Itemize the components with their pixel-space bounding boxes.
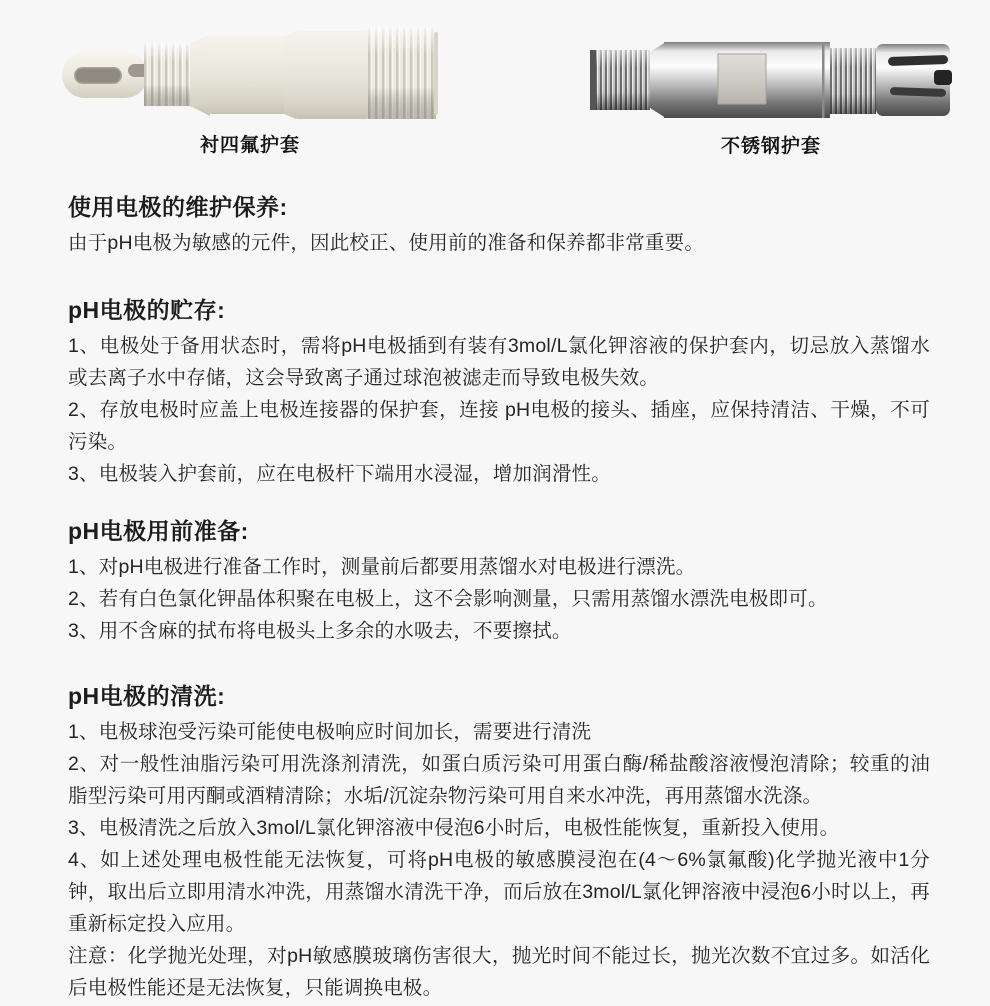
- cleaning-item-3: 3、电极清洗之后放入3mol/L氯化钾溶液中侵泡6小时后，电极性能恢复，重新投入使用。: [68, 817, 840, 839]
- storage-item-1: 1、电极处于备用状态时，需将pH电极插到有装有3mol/L氯化钾溶液的保护套内，切忌放入蒸馏水或去离子水中存储，这会导致离子通过球泡被滤走而导致电极失效。: [68, 335, 930, 389]
- steel-sleeve-caption: 不锈钢护套: [720, 136, 821, 157]
- document-body: [68, 192, 930, 1004]
- section-title-cleaning: pH电极的清洗:: [68, 683, 226, 709]
- section-title-preparation: pH电极用前准备:: [68, 518, 249, 544]
- preparation-item-3: 3、用不含麻的拭布将电极头上多余的水吸去，不要擦拭。: [68, 620, 572, 642]
- storage-item-3: 3、电极装入护套前，应在电极杆下端用水浸湿，增加润滑性。: [68, 463, 611, 485]
- ptfe-sleeve-caption: 衬四氟护套: [199, 135, 300, 156]
- steel-sleeve-photo: [590, 28, 952, 120]
- section-preparation: [68, 516, 930, 647]
- section-maintenance: [68, 192, 930, 259]
- ptfe-sleeve-figure: [60, 24, 440, 157]
- section-storage: [68, 295, 930, 490]
- preparation-item-1: 1、对pH电极进行准备工作时，测量前后都要用蒸馏水对电极进行漂洗。: [68, 556, 696, 578]
- cleaning-item-1: 1、电极球泡受污染可能使电极响应时间加长，需要进行清洗: [68, 721, 592, 743]
- cleaning-note: 注意：化学抛光处理，对pH敏感膜玻璃伤害很大，抛光时间不能过长，抛光次数不宜过多。如活化后电极性能还是无法恢复，只能调换电极。: [68, 945, 930, 999]
- cleaning-item-4: 4、如上述处理电极性能无法恢复，可将pH电极的敏感膜浸泡在(4～6%氯氟酸)化学抛光液中1分钟，取出后立即用清水冲洗，用蒸馏水清洗干净，而后放在3mol/L氯化钾溶液中浸泡6小时以上，再重新标定投入应用。: [68, 849, 930, 935]
- cleaning-item-2: 2、对一般性油脂污染可用洗涤剂清洗，如蛋白质污染可用蛋白酶/稀盐酸溶液慢泡清除；较重的油脂型污染可用丙酮或酒精清除；水垢/沉淀杂物污染可用自来水冲洗，再用蒸馏水洗涤。: [68, 753, 930, 807]
- maintenance-intro: 由于pH电极为敏感的元件，因此校正、使用前的准备和保养都非常重要。: [68, 232, 705, 254]
- section-title-storage: pH电极的贮存:: [68, 297, 226, 323]
- storage-item-2: 2、存放电极时应盖上电极连接器的保护套，连接 pH电极的接头、插座，应保持清洁、干燥，不可污染。: [68, 399, 930, 453]
- ptfe-sleeve-photo: [60, 24, 440, 119]
- section-cleaning: [68, 681, 930, 1004]
- preparation-item-2: 2、若有白色氯化钾晶体积聚在电极上，这不会影响测量，只需用蒸馏水漂洗电极即可。: [68, 588, 828, 610]
- section-title-maintenance: 使用电极的维护保养:: [68, 194, 288, 220]
- steel-sleeve-figure: [590, 28, 952, 158]
